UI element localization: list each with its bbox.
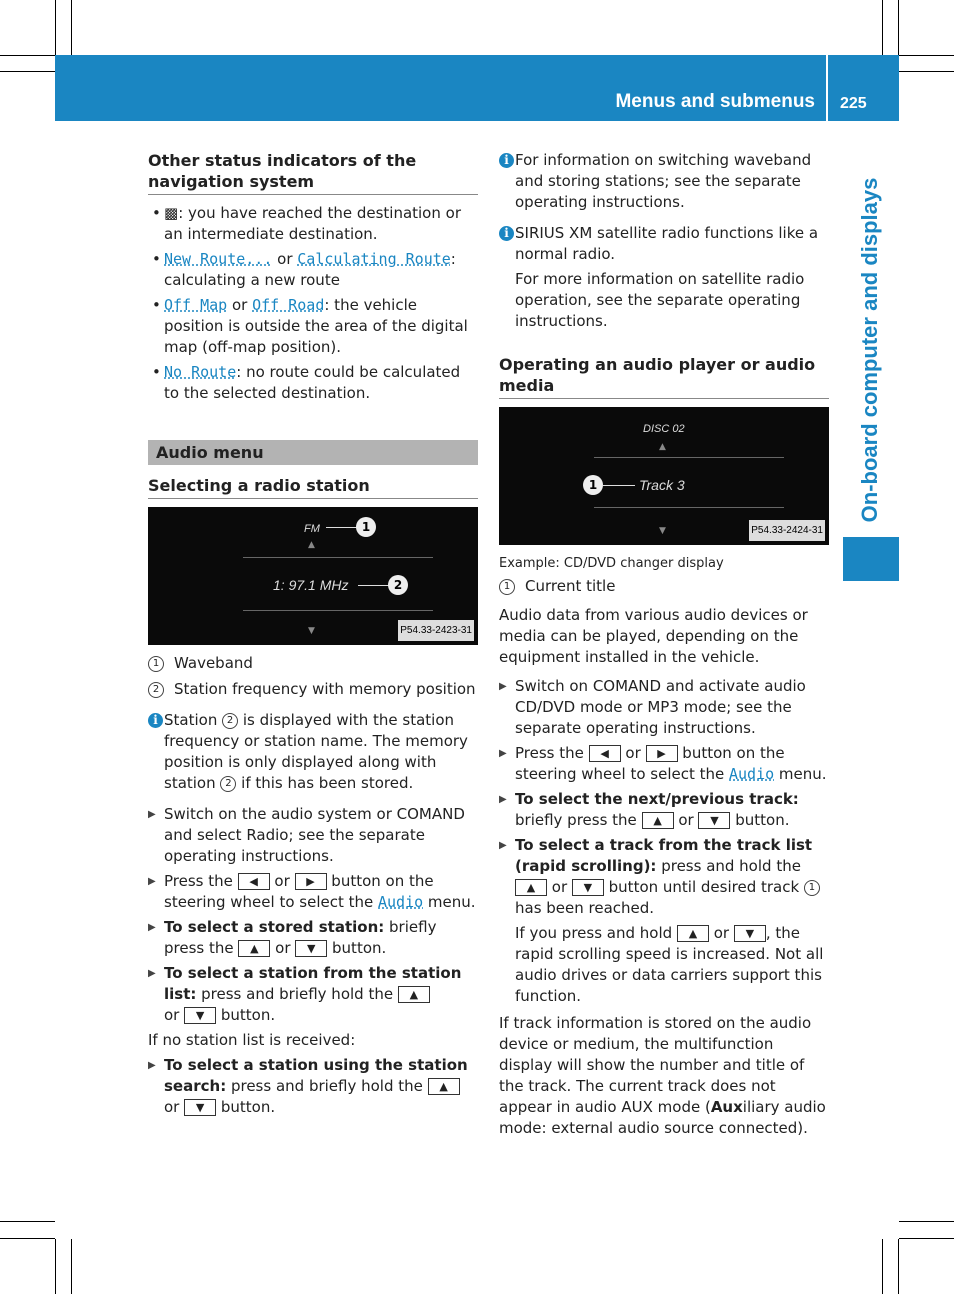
down-key-icon: ▼ (572, 879, 604, 896)
crop-mark (899, 55, 954, 56)
up-key-icon: ▲ (515, 879, 547, 896)
media-heading: Operating an audio player or audio media (499, 354, 829, 399)
paragraph: Audio data from various audio devices or media can be played, depending on the equipment installed in the vehicle. (499, 606, 808, 666)
step-arrow-icon: ▶ (148, 876, 156, 887)
callout-1: 1 (356, 517, 376, 537)
legend-item: 1 Current title (499, 576, 829, 597)
down-key-icon: ▼ (295, 940, 327, 957)
down-key-icon: ▼ (698, 812, 730, 829)
down-key-icon: ▼ (734, 925, 766, 942)
info-note: i For information on switching waveband and storing stations; see the separate operating instructions. (499, 150, 829, 213)
paragraph: For more information on satellite radio operation, see the separate operating instructions. (515, 270, 805, 330)
up-key-icon: ▲ (238, 940, 270, 957)
step-arrow-icon: ▶ (499, 681, 507, 692)
info-icon: i (148, 713, 163, 728)
left-key-icon: ◀ (589, 745, 621, 762)
down-key-icon: ▼ (184, 1099, 216, 1116)
waveband-label: FM (304, 523, 320, 535)
crop-mark (899, 71, 954, 72)
step: ▶ To select a stored station: briefly press the ▲ or ▼ button. (148, 918, 437, 957)
divider (594, 457, 784, 458)
page-number: 225 (840, 95, 867, 112)
step-arrow-icon: ▶ (148, 968, 156, 979)
down-key-icon: ▼ (184, 1007, 216, 1024)
divider (594, 507, 784, 508)
destination-flag-icon: ▩ (164, 204, 179, 222)
step: ▶ To select a station using the station search: press and briefly hold the ▲ or ▼ button. (148, 1056, 468, 1116)
down-arrow-icon: ▼ (308, 626, 315, 636)
paragraph: If track information is stored on the audio device or medium, the multifunction display will show the number and title of the track. The current track does not appear in audio AUX mode (Auxiliary audio mode: external audio source connected). (499, 1014, 826, 1137)
callout-2: 2 (388, 575, 408, 595)
radio-display-image (148, 507, 478, 645)
section-title: Menus and submenus (615, 91, 815, 112)
step: ▶ To select a track from the track list (rapid scrolling): press and hold the ▲ or ▼ button until desired track 1 has been reached. (499, 835, 829, 919)
info-note: i SIRIUS XM satellite radio functions like a normal radio. (499, 223, 829, 265)
num-2-icon: 2 (148, 682, 164, 698)
right-key-icon: ▶ (295, 873, 327, 890)
crop-mark (0, 1238, 55, 1239)
up-key-icon: ▲ (428, 1078, 460, 1095)
list-item: • No Route: no route could be calculated to the selected destination. (148, 362, 478, 404)
chapter-title: On-board computer and displays (857, 177, 882, 523)
list-item: • ▩: you have reached the destination or an intermediate destination. (148, 203, 478, 245)
paragraph: If no station list is received: (148, 1031, 356, 1049)
step-arrow-icon: ▶ (499, 840, 507, 851)
step: ▶ Press the ◀ or ▶ button on the steering wheel to select the Audio menu. (499, 744, 827, 783)
frequency-label: 1: 97.1 MHz (273, 577, 349, 593)
info-icon: i (499, 153, 514, 168)
up-key-icon: ▲ (677, 925, 709, 942)
step: ▶ Switch on COMAND and activate audio CD/DVD mode or MP3 mode; see the separate operating instructions. (499, 677, 806, 737)
page-header (55, 55, 899, 121)
status-heading: Other status indicators of the navigation system (148, 150, 478, 195)
crop-mark (0, 55, 55, 56)
callout-1: 1 (583, 475, 603, 495)
right-key-icon: ▶ (646, 745, 678, 762)
image-code: P54.33-2423-31 (398, 620, 474, 641)
callout-line (326, 527, 358, 528)
track-label: Track 3 (639, 477, 685, 493)
up-arrow-icon: ▲ (659, 442, 666, 452)
divider (243, 610, 433, 611)
crop-mark (882, 0, 883, 55)
step: ▶ Switch on the audio system or COMAND and select Radio; see the separate operating instructions. (148, 805, 465, 865)
up-key-icon: ▲ (398, 986, 430, 1003)
crop-mark (898, 0, 899, 55)
crop-mark (0, 1221, 55, 1222)
num-1-icon: 1 (499, 579, 515, 595)
side-tab (843, 537, 899, 581)
crop-mark (55, 0, 56, 55)
step-arrow-icon: ▶ (499, 794, 507, 805)
step: ▶ To select a station from the station list: press and briefly hold the ▲ or ▼ button. (148, 964, 462, 1024)
info-icon: i (499, 226, 514, 241)
paragraph: If you press and hold ▲ or ▼ , the rapid scrolling speed is increased. Not all audio drives or data carriers support this function. (515, 924, 824, 1005)
step-arrow-icon: ▶ (148, 809, 156, 820)
step: ▶ To select the next/previous track: briefly press the ▲ or ▼ button. (499, 790, 799, 829)
crop-mark (899, 1238, 954, 1239)
crop-mark (898, 1239, 899, 1294)
crop-mark (71, 1239, 72, 1294)
cd-display-image (499, 407, 829, 545)
list-item: • Off Map or Off Road: the vehicle position is outside the area of the digital map (off-map position). (148, 295, 478, 358)
step-arrow-icon: ▶ (148, 1060, 156, 1071)
callout-line (603, 485, 635, 486)
image-code: P54.33-2424-31 (749, 520, 825, 541)
header-divider (826, 55, 828, 121)
step-arrow-icon: ▶ (499, 748, 507, 759)
crop-mark (882, 1239, 883, 1294)
caption: Example: CD/DVD changer display (499, 556, 724, 571)
right-column (499, 150, 829, 1139)
down-arrow-icon: ▼ (659, 526, 666, 536)
radio-heading: Selecting a radio station (148, 475, 478, 499)
step-arrow-icon: ▶ (148, 922, 156, 933)
callout-line (358, 585, 390, 586)
crop-mark (71, 0, 72, 55)
legend-item: 2 Station frequency with memory position (148, 679, 478, 700)
step: ▶ Press the ◀ or ▶ button on the steering wheel to select the Audio menu. (148, 872, 476, 911)
legend-item: 1 Waveband (148, 653, 478, 674)
disc-label: DISC 02 (643, 423, 685, 435)
up-arrow-icon: ▲ (308, 540, 315, 550)
crop-mark (55, 1239, 56, 1294)
crop-mark (0, 71, 55, 72)
divider (243, 557, 433, 558)
info-note: i Station 2 is displayed with the station frequency or station name. The memory position is only displayed along with station 2 if this has been stored. (148, 710, 478, 794)
left-key-icon: ◀ (238, 873, 270, 890)
audio-menu-bar: Audio menu (148, 440, 478, 465)
list-item: • New Route... or Calculating Route: calculating a new route (148, 249, 478, 291)
num-1-icon: 1 (148, 656, 164, 672)
crop-mark (899, 1221, 954, 1222)
left-column (148, 150, 478, 1118)
up-key-icon: ▲ (642, 812, 674, 829)
